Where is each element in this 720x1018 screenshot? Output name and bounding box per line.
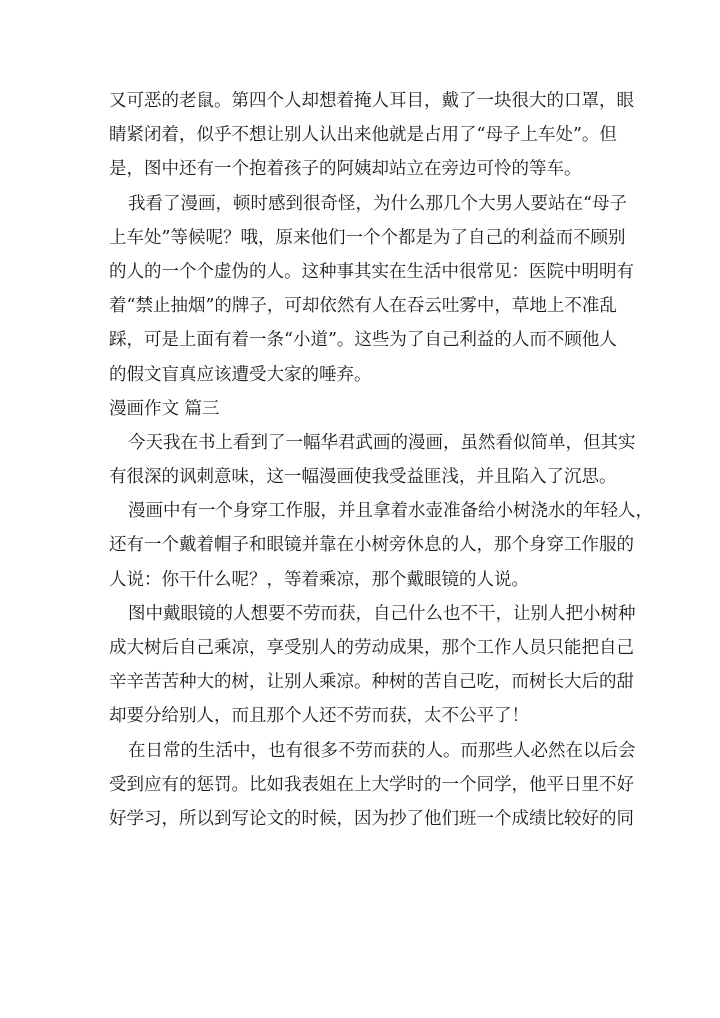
text-line: 着“禁止抽烟”的牌子，可却依然有人在吞云吐雾中，草地上不准乱 [109, 296, 617, 317]
text-line: 我看了漫画，顿时感到很奇怪，为什么那几个大男人要站在“母子 [128, 193, 627, 214]
text-line: 却要分给别人，而且那个人还不劳而获，太不公平了！ [109, 706, 529, 727]
text-line: 又可恶的老鼠。第四个人却想着掩人耳目，戴了一块很大的口罩，眼 [109, 91, 634, 111]
text-line: 的假文盲真应该遭受大家的唾弃。 [109, 364, 372, 385]
text-line: 成大树后自己乘凉，享受别人的劳动成果，那个工作人员只能把自己 [109, 638, 634, 658]
text-line: 图中戴眼镜的人想要不劳而获，自己什么也不干，让别人把小树种 [128, 603, 636, 624]
text-line: 今天我在书上看到了一幅华君武画的漫画，虽然看似简单，但其实 [128, 432, 636, 453]
text-line: 受到应有的惩罚。比如我表姐在上大学时的一个同学，他平日里不好 [109, 774, 634, 795]
document-body [109, 84, 653, 836]
text-line: 睛紧闭着，似乎不想让别人认出来他就是占用了“母子上车处”。但 [109, 125, 617, 146]
text-line: 踩，可是上面有着一条“小道”。这些为了自己利益的人而不顾他人 [109, 330, 617, 351]
text-line: 上车处”等候呢？哦，原来他们一个个都是为了自己的利益而不顾别 [109, 227, 626, 248]
text-line: 漫画中有一个身穿工作服，并且拿着水壶准备给小树浇水的年轻人， [128, 501, 653, 522]
text-line: 漫画作文 篇三 [109, 398, 220, 419]
text-line: 有很深的讽刺意味，这一幅漫画使我受益匪浅，并且陷入了沉思。 [109, 467, 617, 488]
text-line: 还有一个戴着帽子和眼镜并靠在小树旁休息的人，那个身穿工作服的 [109, 535, 634, 556]
text-line: 在日常的生活中，也有很多不劳而获的人。而那些人必然在以后会 [128, 740, 636, 761]
text-line: 人说：你干什么呢？，等着乘凉，那个戴眼镜的人说。 [109, 569, 529, 590]
text-line: 的人的一个个虚伪的人。这种事其实在生活中很常见：医院中明明有 [109, 261, 634, 282]
text-line: 是，图中还有一个抱着孩子的阿姨却站立在旁边可怜的等车。 [109, 159, 582, 180]
text-line: 好学习，所以到写论文的时候，因为抄了他们班一个成绩比较好的同 [109, 808, 634, 829]
text-line: 辛辛苦苦种大的树，让别人乘凉。种树的苦自己吃，而树长大后的甜 [109, 672, 634, 693]
